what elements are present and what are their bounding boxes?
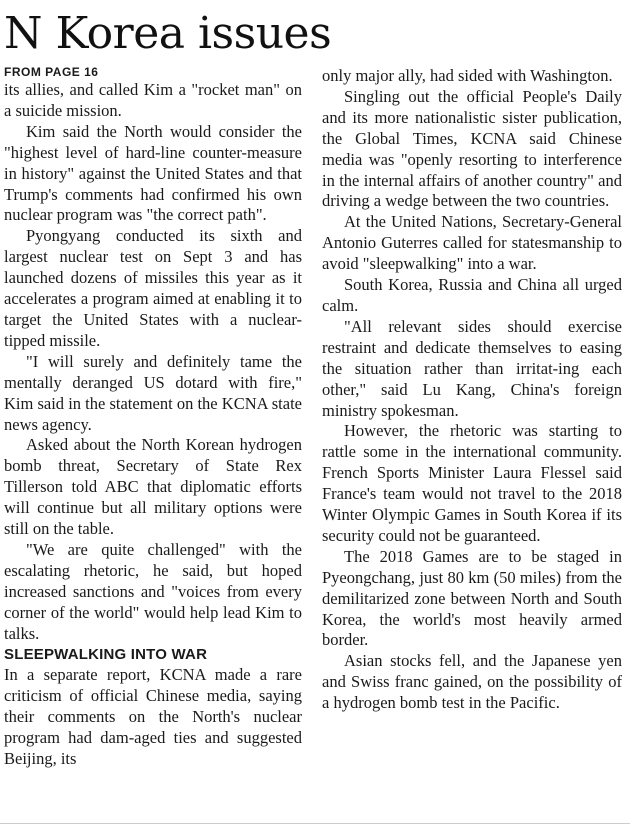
subhead: SLEEPWALKING INTO WAR (4, 646, 208, 664)
headline: N Korea issues (4, 8, 332, 59)
paragraph: In a separate report, KCNA made a rare criticism of official Chinese media, saying their comments on the North's nuclear program had dam-aged ties and suggested Beijing, its (4, 665, 302, 769)
column-left (4, 64, 302, 770)
paragraph: "I will surely and definitely tame the mentally deranged US dotard with fire," Kim said in the statement on the KCNA state news agency. (4, 351, 302, 434)
paragraph: At the United Nations, Secretary-General Antonio Guterres called for statesmanship to avoid "sleepwalking" into a war. (322, 212, 622, 274)
paragraph: "We are quite challenged" with the escalating rhetoric, he said, but hoped increased sanctions and "voices from every corner of the world" would help lead Kim to talks. (4, 539, 302, 643)
kicker: FROM PAGE 16 (4, 65, 99, 79)
bottom-rule (0, 823, 630, 824)
paragraph: only major ally, had sided with Washington. (322, 66, 613, 85)
column-right (322, 66, 622, 714)
paragraph: Asked about the North Korean hydrogen bomb threat, Secretary of State Rex Tillerson told ABC that diplomatic efforts will continue but all military options were still on the table. (4, 435, 302, 539)
paragraph: Singling out the official People's Daily and its more nationalistic sister publication, the Global Times, KCNA said Chinese media was "openly resorting to interference in the internal affairs of another country" and driving a wedge between the two countries. (322, 86, 622, 211)
paragraph: The 2018 Games are to be staged in Pyeongchang, just 80 km (50 miles) from the demilitarized zone between North and South Korea, the world's most heavily armed border. (322, 546, 622, 650)
paragraph: its allies, and called Kim a "rocket man" on a suicide mission. (4, 80, 302, 120)
paragraph: Pyongyang conducted its sixth and largest nuclear test on Sept 3 and has launched dozens of missiles this year as it accelerates a program aimed at enabling it to target the United States with a nuclear-tipped missile. (4, 226, 302, 350)
paragraph: South Korea, Russia and China all urged calm. (322, 275, 622, 315)
paragraph: Kim said the North would consider the "highest level of hard-line counter-measure in history" against the United States and that Trump's comments had confirmed his own nuclear program was "the correct path". (4, 121, 302, 225)
paragraph: However, the rhetoric was starting to rattle some in the international community. French Sports Minister Laura Flessel said France's team would not travel to the 2018 Winter Olympic Games in South Korea if its security could not be guaranteed. (322, 421, 622, 545)
paragraph: "All relevant sides should exercise restraint and dedicate themselves to easing the situation rather than irritat-ing each other," said Lu Kang, China's foreign ministry spokesman. (322, 316, 622, 420)
paragraph: Asian stocks fell, and the Japanese yen and Swiss franc gained, on the possibility of a hydrogen bomb test in the Pacific. (322, 651, 622, 713)
